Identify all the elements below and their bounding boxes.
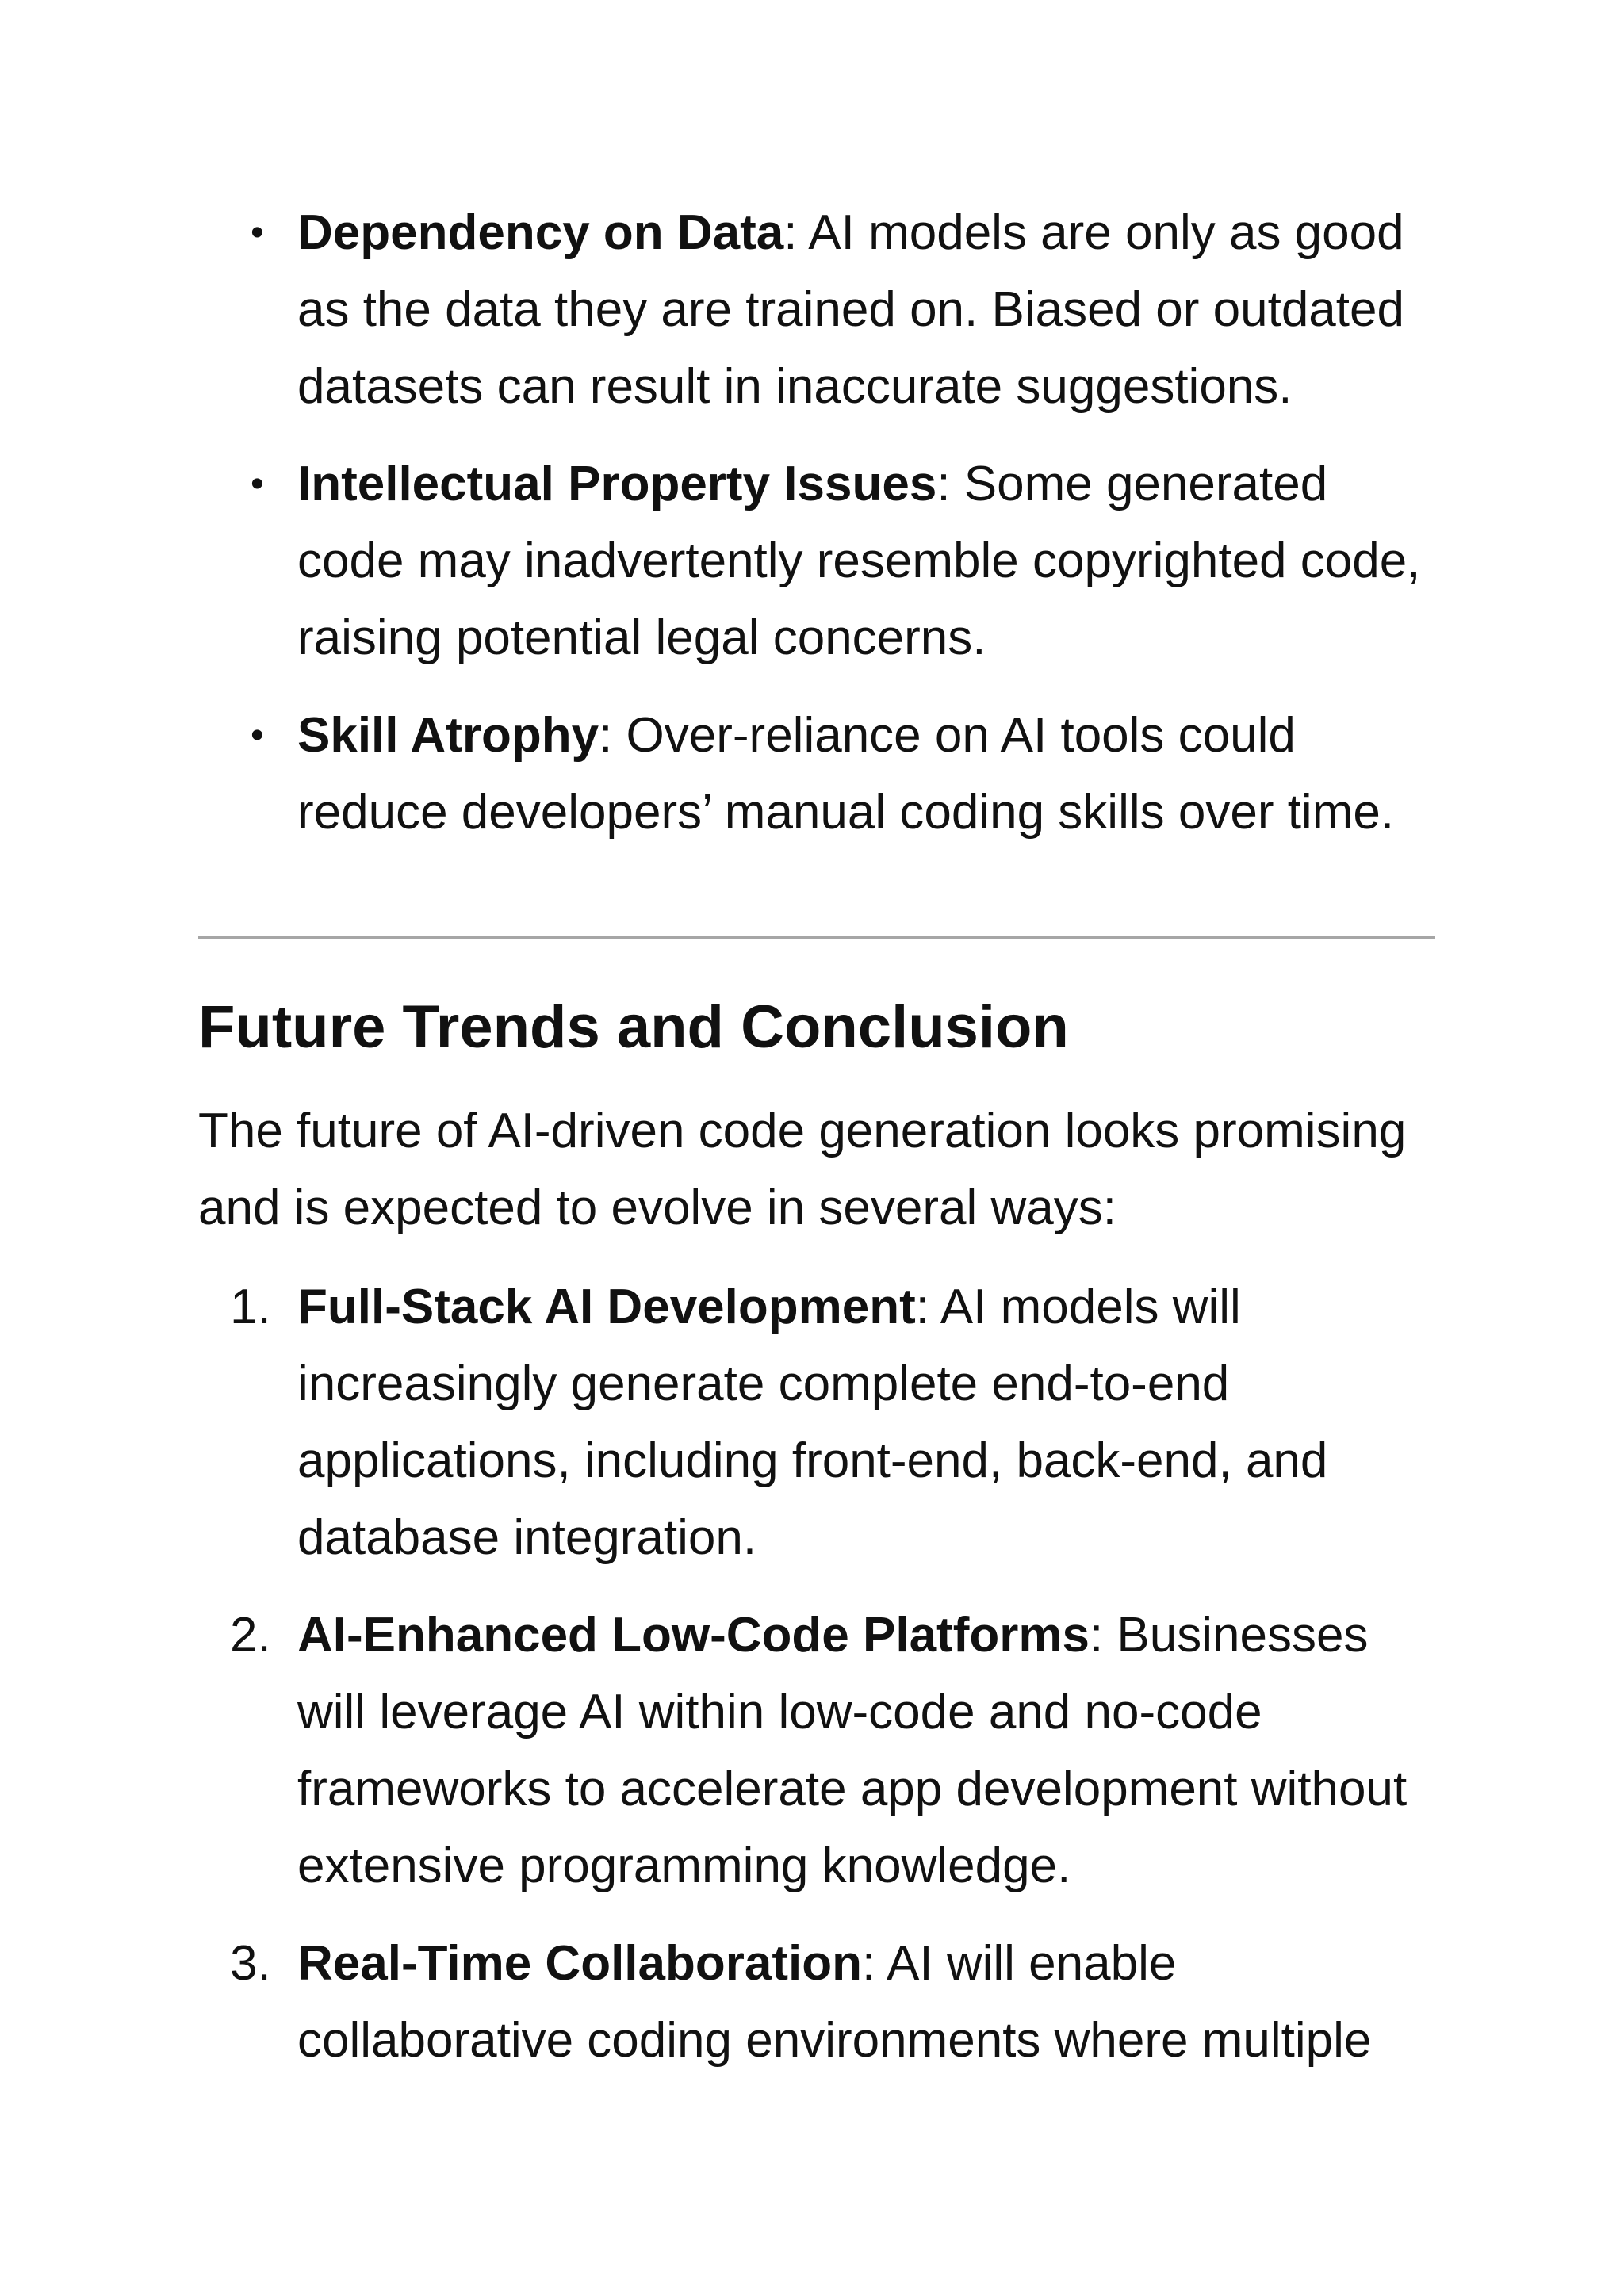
list-item	[198, 1925, 1435, 2079]
section-intro-paragraph: The future of AI-driven code generation looks promising and is expected to evolve in several ways:	[198, 1104, 1407, 1235]
trends-numbered-list	[198, 1269, 1435, 2099]
list-item-title: Real-Time Collaboration	[297, 1936, 862, 1991]
list-number: 1.	[230, 1280, 271, 1334]
challenges-bullet-list	[198, 194, 1435, 871]
list-item-text: : AI models will increasingly generate complete end-to-end applications, including front-end, back-end, and database integration.	[297, 1280, 1328, 1565]
list-item-title: AI-Enhanced Low-Code Platforms	[297, 1608, 1090, 1663]
list-item-title: Intellectual Property Issues	[297, 457, 937, 511]
list-item-text: : Businesses will leverage AI within low-code and no-code frameworks to accelerate app development without extensive programming knowledge.	[297, 1608, 1408, 1893]
list-item-text: : Over-reliance on AI tools could reduce developers’ manual coding skills over time.	[297, 708, 1395, 840]
section-heading: Future Trends and Conclusion	[198, 993, 1069, 1061]
list-item	[198, 446, 1435, 676]
list-item-text: : Some generated code may inadvertently resemble copyrighted code, raising potential legal concerns.	[297, 457, 1421, 665]
list-item	[198, 1597, 1435, 1904]
list-item	[198, 697, 1435, 851]
list-item-text: : AI models are only as good as the data they are trained on. Biased or outdated datasets can result in inaccurate suggestions.	[297, 205, 1404, 414]
bullet-icon: •	[251, 714, 264, 756]
list-number: 2.	[230, 1608, 271, 1663]
bullet-icon: •	[251, 212, 264, 254]
list-item	[198, 194, 1435, 425]
list-item-title: Full-Stack AI Development	[297, 1280, 916, 1334]
list-item-title: Dependency on Data	[297, 205, 784, 260]
list-number: 3.	[230, 1936, 271, 1991]
section-divider	[198, 936, 1435, 939]
bullet-icon: •	[251, 463, 264, 505]
list-item-title: Skill Atrophy	[297, 708, 599, 763]
list-item	[198, 1269, 1435, 1576]
list-item-text: : AI will enable collaborative coding environments where multiple	[297, 1936, 1372, 2068]
